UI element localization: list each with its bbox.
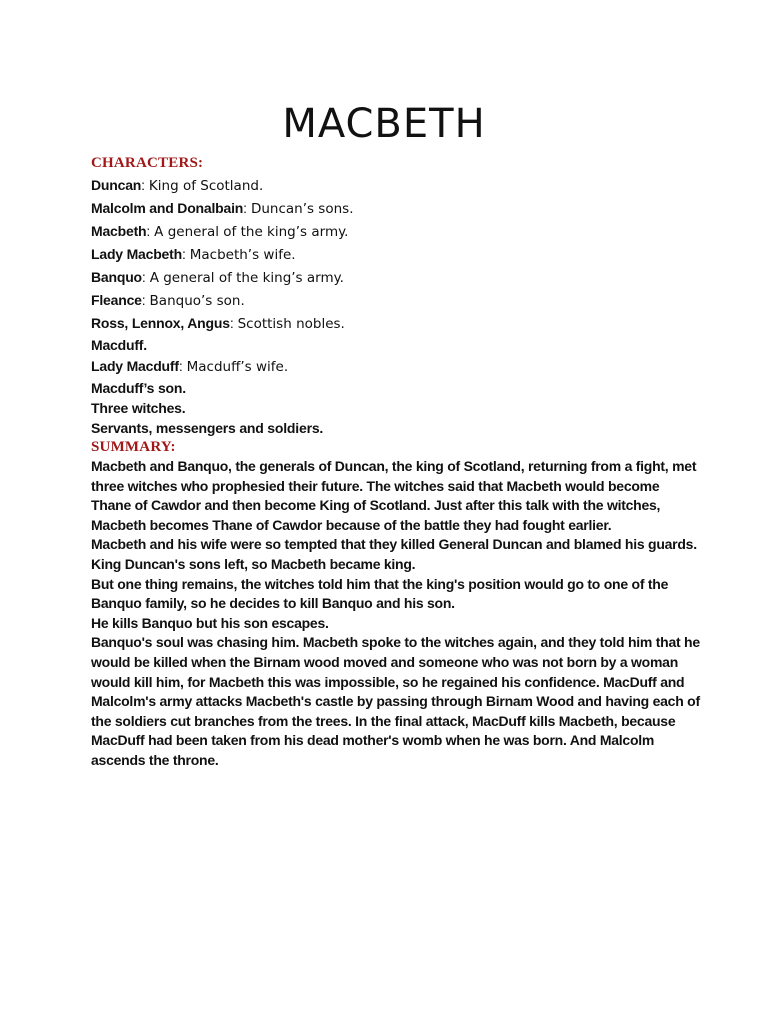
character-item <box>91 289 691 312</box>
summary-line: ascends the throne. <box>91 751 219 768</box>
summary-line: would be killed when the Birnam wood moved and someone who was not born by a woman <box>91 653 679 670</box>
summary-line: Banquo's soul was chasing him. Macbeth spoke to the witches again, and they told him that he <box>91 634 700 651</box>
character-description: Duncan’s sons. <box>250 201 354 217</box>
character-description: King of Scotland. <box>148 178 264 194</box>
character-item <box>91 197 691 220</box>
character-name: Ross, Lennox, Angus <box>91 315 230 331</box>
character-name: Duncan <box>91 177 142 193</box>
character-name: Lady Macduff <box>91 358 179 374</box>
character-item <box>91 243 691 266</box>
character-name: Macduff’s son. <box>91 380 186 396</box>
character-item <box>91 418 691 438</box>
summary-heading: SUMMARY: <box>91 439 176 455</box>
summary-line: three witches who prophesied their future. The witches said that Macbeth would become <box>91 477 660 494</box>
character-description: A general of the king’s army. <box>149 270 344 286</box>
document-title: MACBETH <box>282 101 486 147</box>
character-name: Macduff. <box>91 337 147 353</box>
character-separator: : <box>229 315 238 331</box>
character-item <box>91 378 691 398</box>
summary-line: Macbeth and Banquo, the generals of Duncan, the king of Scotland, returning from a fight, met <box>91 458 697 474</box>
summary-line: would kill him, for Macbeth this was impossible, so he regained his confidence. MacDuff and <box>91 673 685 690</box>
summary-line: Malcolm's army attacks Macbeth's castle by passing through Birnam Wood and having each of <box>91 693 700 710</box>
character-item <box>91 398 691 418</box>
summary-line: But one thing remains, the witches told him that the king's position would go to one of the <box>91 575 669 592</box>
character-description: Banquo’s son. <box>149 293 245 309</box>
summary-text <box>91 457 700 771</box>
character-separator: : <box>178 358 187 374</box>
character-item <box>91 174 691 197</box>
character-description: Macbeth’s wife. <box>189 247 296 263</box>
character-separator: : <box>181 246 190 262</box>
summary-line: Thane of Cawdor and then become King of Scotland. Just after this talk with the witches, <box>91 497 661 514</box>
character-description: A general of the king’s army. <box>154 224 349 240</box>
summary-line: He kills Banquo but his son escapes. <box>91 614 329 631</box>
character-description: Macduff’s wife. <box>186 359 289 375</box>
character-separator: : <box>243 200 251 216</box>
character-separator: : <box>141 292 150 308</box>
character-item <box>91 355 691 378</box>
character-name: Fleance <box>91 292 142 308</box>
character-separator: : <box>141 269 150 285</box>
summary-line: Macbeth becomes Thane of Cawdor because of the battle they had fought earlier. <box>91 516 612 533</box>
character-list <box>91 174 691 438</box>
summary-line: Banquo family, so he decides to kill Banquo and his son. <box>91 595 455 612</box>
character-item <box>91 335 691 355</box>
summary-line: Macbeth and his wife were so tempted that they killed General Duncan and blamed his guards. <box>91 536 697 553</box>
characters-heading: CHARACTERS: <box>91 155 204 171</box>
character-name: Malcolm and Donalbain <box>91 200 244 216</box>
summary-line: MacDuff had been taken from his dead mother's womb when he was born. And Malcolm <box>91 732 655 749</box>
document-body <box>91 152 700 771</box>
character-name: Lady Macbeth <box>91 246 182 262</box>
character-item <box>91 266 691 289</box>
character-name: Macbeth <box>91 223 147 239</box>
character-item <box>91 220 691 243</box>
character-separator: : <box>141 177 149 193</box>
character-name: Three witches. <box>91 400 186 416</box>
summary-line: King Duncan's sons left, so Macbeth became king. <box>91 555 416 572</box>
character-name: Banquo <box>91 269 142 285</box>
character-description: Scottish nobles. <box>237 316 345 332</box>
character-name: Servants, messengers and soldiers. <box>91 420 324 436</box>
character-separator: : <box>146 223 155 239</box>
summary-line: the soldiers cut branches from the trees. In the final attack, MacDuff kills Macbeth, because <box>91 712 676 729</box>
character-item <box>91 312 691 335</box>
